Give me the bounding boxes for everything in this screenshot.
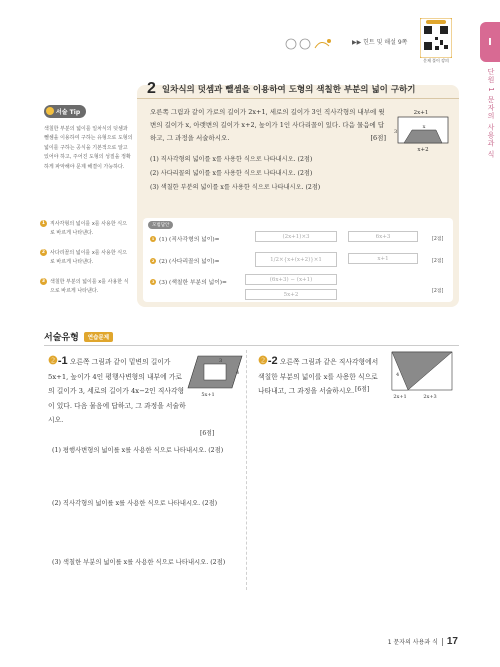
chapter-label: 1 문자의 사용과 식 — [387, 639, 438, 646]
score: [6점] — [200, 430, 215, 437]
svg-text:2x+3: 2x+3 — [423, 394, 437, 400]
points: [2점] — [432, 259, 444, 264]
sub-question: (3) 색칠한 부분의 넓이를 x를 사용한 식으로 나타내시오. (2점) — [52, 559, 226, 566]
answer-box: (6x+3) − (x+1) — [245, 274, 337, 285]
points: [2점] — [432, 289, 444, 294]
divider — [137, 98, 459, 99]
writing-tip — [44, 100, 134, 172]
divider — [442, 638, 443, 646]
score: [6점] — [370, 134, 386, 142]
model-answer-badge: 모범답안 — [148, 221, 173, 229]
hint-reference: ▶▶ 힌트 및 해설 9쪽 — [352, 39, 408, 46]
sub-question: (3) 색칠한 부분의 넓이를 x를 사용한 식으로 나타내시오. (2점) — [150, 184, 321, 191]
main-problem-header — [147, 80, 416, 98]
sub-question: (2) 직사각형의 넓이를 x를 사용한 식으로 나타내시오. (2점) — [52, 500, 218, 507]
grading-notes — [40, 220, 130, 307]
section-tag: 연습문제 — [84, 332, 113, 342]
svg-text:4: 4 — [236, 370, 240, 376]
problem-text: 오른쪽 그림과 같이 가로의 길이가 2x+1, 세로의 길이가 3인 직사각형의 내부에 윗변의 길이가 x, 아랫변의 길이가 x+2, 높이가 1인 사다리꼴이 있다. 다음 물음에 답하고, 그 과정을 서술하시오. [6점] — [150, 106, 386, 145]
doodle-decoration — [285, 36, 335, 52]
grading-note: 3 색칠한 부분의 넓이를 x를 사용한 식으로 바르게 나타낸다. — [41, 279, 129, 294]
answer-box: 6x+3 — [348, 231, 418, 242]
answer-row: 2 (2) (사다리꼴의 넓이)= — [151, 257, 220, 265]
svg-text:2x+1: 2x+1 — [413, 110, 429, 116]
grading-note: 1 직사각형의 넓이를 x를 사용한 식으로 바르게 나타낸다. — [41, 221, 127, 236]
answer-box: x+1 — [348, 253, 418, 264]
sub-question: (2) 사다리꼴의 넓이를 x를 사용한 식으로 나타내시오. (2점) — [150, 170, 313, 177]
problem-number: ❷-1 — [48, 355, 68, 367]
answer-box: 5x+2 — [245, 289, 337, 300]
chapter-tab[interactable]: I — [480, 22, 500, 62]
svg-text:5x+1: 5x+1 — [201, 392, 215, 398]
grading-note: 2 사다리꼴의 넓이를 x를 사용한 식으로 바르게 나타낸다. — [41, 250, 127, 265]
svg-text:4: 4 — [396, 372, 400, 378]
practice-section-header — [44, 330, 113, 343]
problem-2-2-text: ❷-2 오른쪽 그림과 같은 직사각형에서 색칠한 부분의 넓이를 x를 사용한 식으로 나타내고, 그 과정을 서술하시오. — [258, 355, 379, 395]
svg-text:x+2: x+2 — [417, 147, 429, 153]
page-number: 17 — [446, 636, 458, 647]
problem-number: 2 — [147, 80, 156, 97]
problem-number: ❷-2 — [258, 355, 278, 367]
sub-question: (1) 직사각형의 넓이를 x를 사용한 식으로 나타내시오. (2점) — [150, 156, 313, 163]
section-title: 서술유형 — [44, 333, 79, 343]
column-divider — [246, 350, 247, 590]
rectangle-trapezoid-figure — [390, 106, 452, 154]
triangle-rectangle-figure — [388, 350, 454, 400]
answer-box: 1/2×{x+(x+2)}×1 — [255, 252, 337, 267]
svg-text:3: 3 — [219, 358, 223, 364]
answer-box: (2x+1)×3 — [255, 231, 337, 242]
answer-row: 3 (3) (색칠한 부분의 넓이)= — [151, 278, 227, 286]
svg-text:3: 3 — [394, 129, 398, 135]
problem-2-1-text: ❷-1 오른쪽 그림과 같이 밑변의 길이가 5x+1, 높이가 4인 평행사변형의 내부에 가로의 길이가 3, 세로의 길이가 4x−2인 직사각형이 있다. 다음 물음에 답하고, 그 과정을 서술하시오. — [48, 355, 186, 424]
page-footer — [388, 636, 458, 647]
section-divider — [44, 345, 459, 346]
lightbulb-icon — [46, 107, 54, 115]
score: [6점] — [355, 386, 370, 393]
svg-text:2x+1: 2x+1 — [393, 394, 407, 400]
parallelogram-figure — [184, 352, 246, 398]
problem-title: 일차식의 덧셈과 뺄셈을 이용하여 도형의 색칠한 부분의 넓이 구하기 — [161, 85, 416, 95]
points: [2점] — [432, 237, 444, 242]
tip-text: 색칠한 부분의 넓이를 일차식의 덧셈과 뺄셈을 이용하여 구하는 유형으로 도형의 넓이를 구하는 공식을 기본적으로 알고 있어야 하고, 주어진 도형의 성질을 정확하게 파악해야 문제 해결이 가능하다. — [44, 126, 133, 170]
chapter-side-title: 단원 1 문자의 사용과 식 — [487, 68, 495, 159]
answer-row: 1 (1) (직사각형의 넓이)= — [151, 235, 220, 243]
svg-text:x: x — [422, 124, 426, 130]
qr-code-icon[interactable] — [420, 18, 452, 58]
qr-caption: 문제 풀이 강의 — [423, 58, 449, 63]
sub-question: (1) 평행사변형의 넓이를 x를 사용한 식으로 나타내시오. (2점) — [52, 447, 224, 454]
tip-badge: 서술 Tip — [44, 105, 86, 118]
